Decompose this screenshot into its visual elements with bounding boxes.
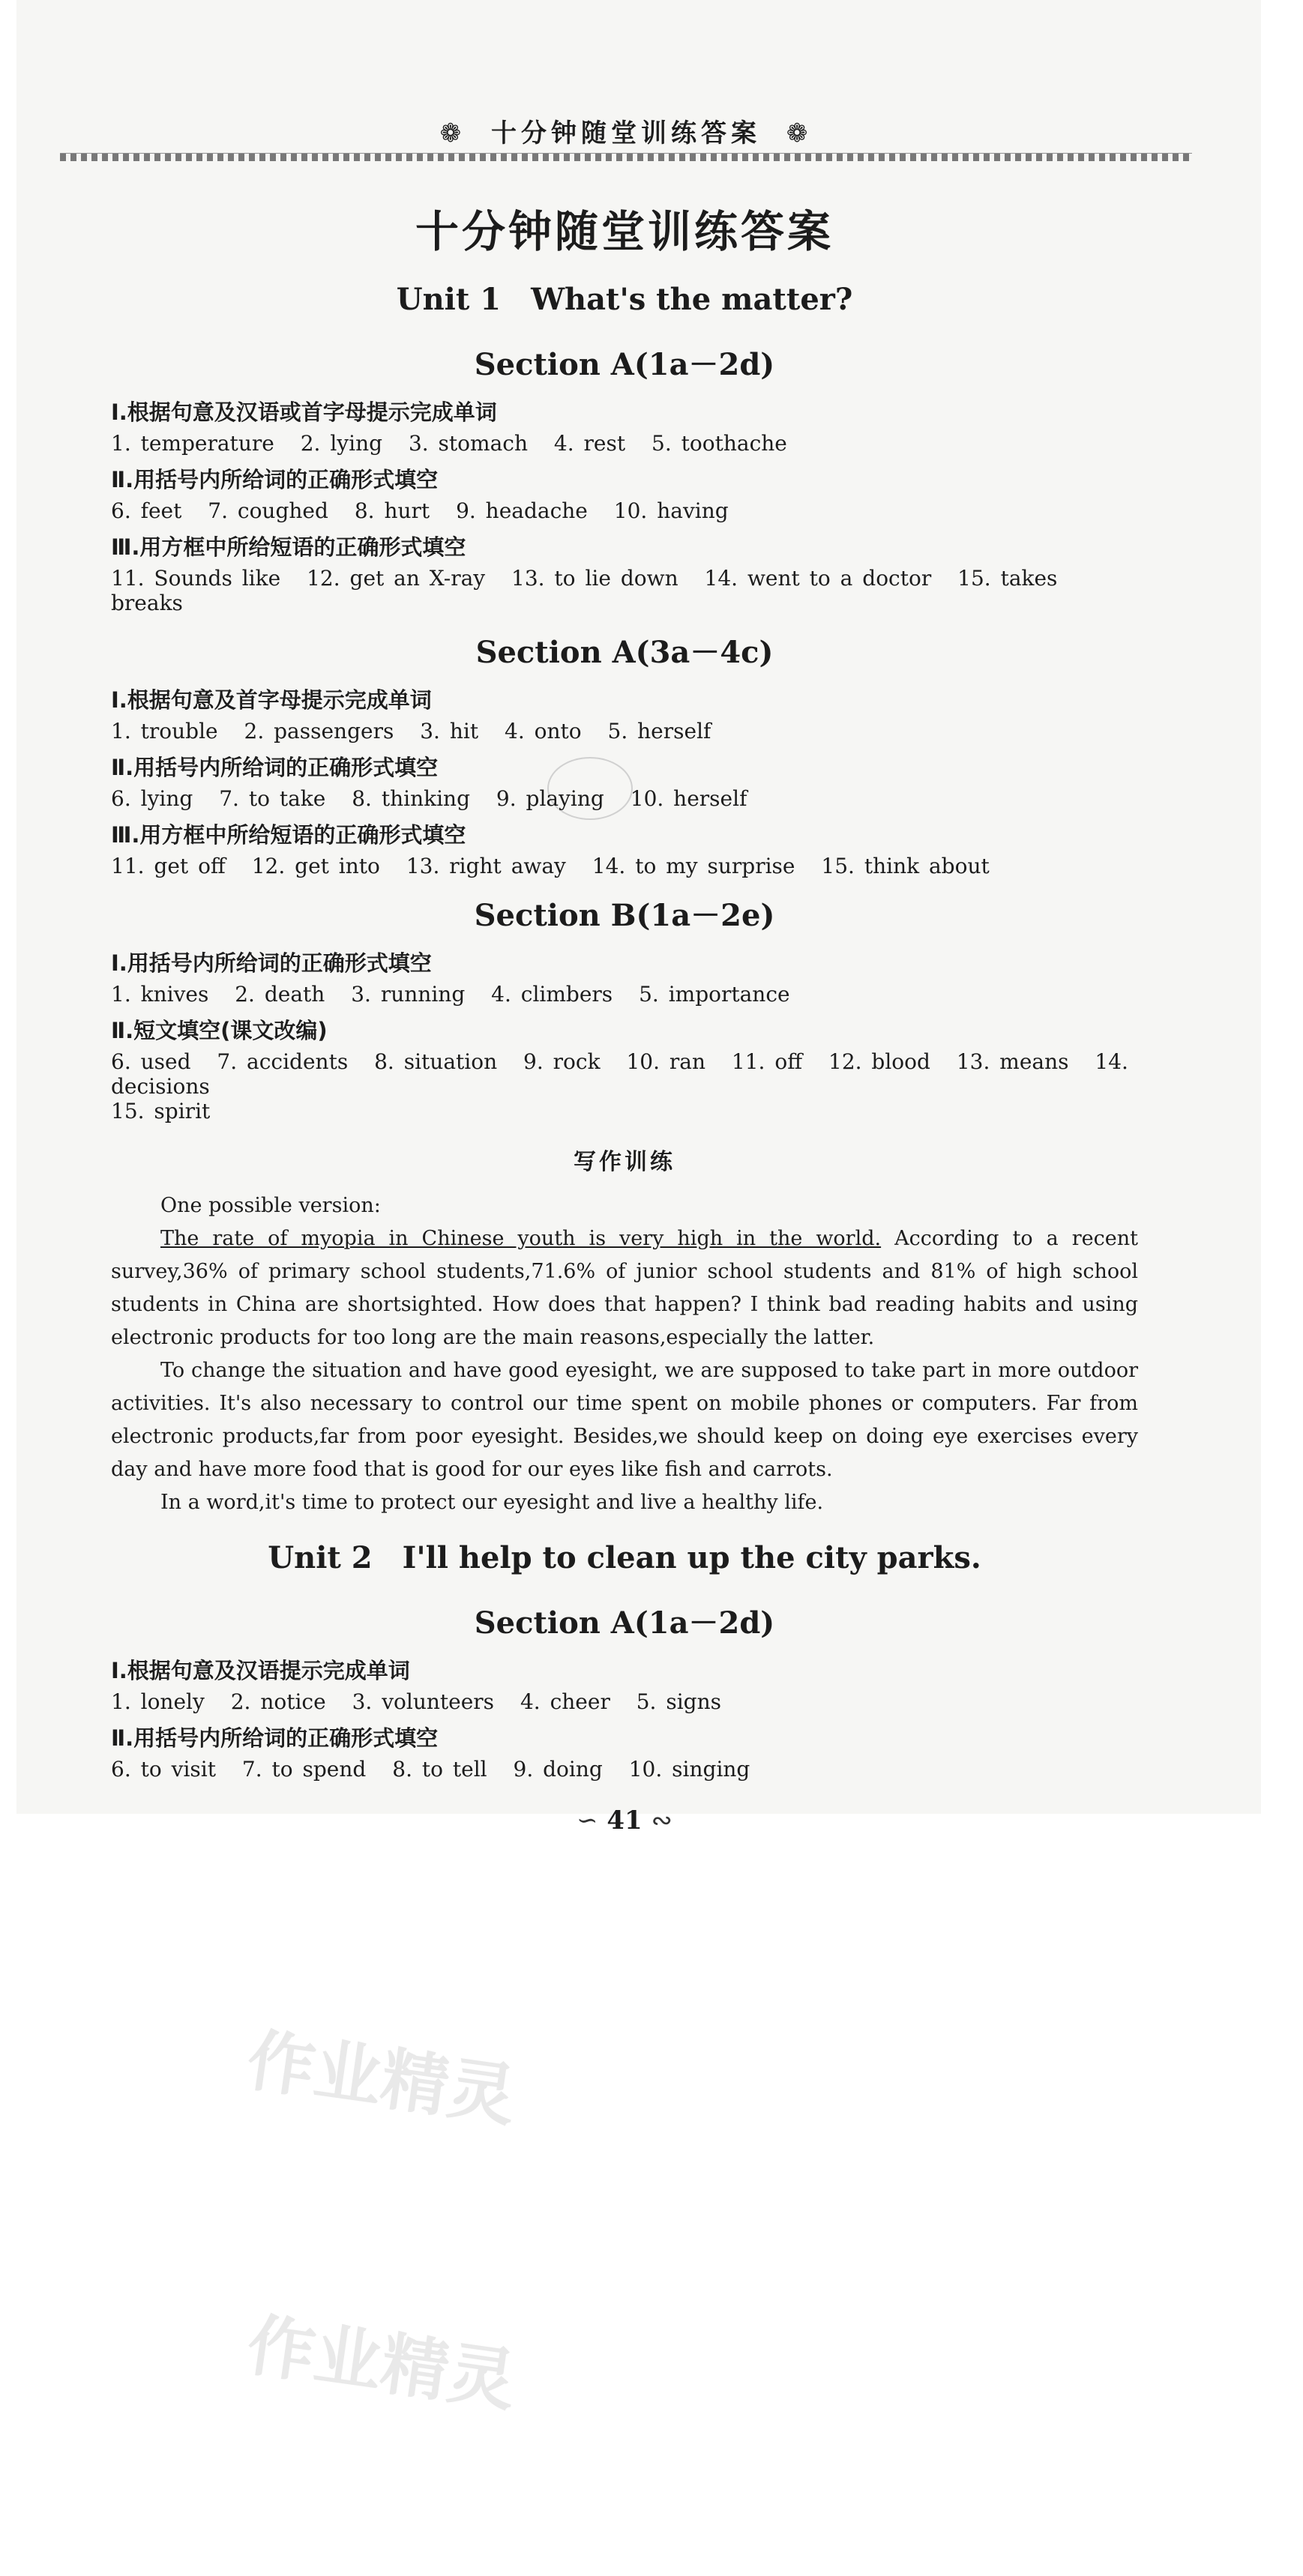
answer-item: 10. having bbox=[613, 498, 729, 523]
watermark: 作业精灵 bbox=[242, 2305, 521, 2422]
page-title: 十分钟随堂训练答案 bbox=[415, 206, 834, 257]
answer-item: 10. herself bbox=[630, 786, 747, 811]
answer-item: 5. importance bbox=[639, 982, 790, 1007]
answer-row bbox=[111, 1689, 1138, 1714]
answer-content bbox=[111, 187, 1138, 1836]
answer-item: 7. coughed bbox=[208, 498, 328, 523]
answer-row bbox=[111, 1757, 1138, 1782]
answer-item: 2. passengers bbox=[244, 719, 394, 743]
answer-row bbox=[111, 431, 1138, 456]
swirl-ornament-icon: ∽ bbox=[576, 1806, 598, 1836]
answer-item: 7. to spend bbox=[241, 1757, 367, 1782]
part-heading: Ⅰ.用括号内所给词的正确形式填空 bbox=[111, 950, 432, 976]
running-header-title: 十分钟随堂训练答案 bbox=[491, 118, 761, 148]
flower-ornament-icon: ❁ bbox=[786, 118, 813, 148]
answer-item: 3. running bbox=[351, 982, 466, 1007]
answer-item: 10. ran bbox=[626, 1049, 705, 1074]
answer-item: 6. used bbox=[111, 1049, 191, 1074]
answer-item: 8. hurt bbox=[354, 498, 430, 523]
part-heading: Ⅱ.短文填空(课文改编) bbox=[111, 1018, 328, 1043]
page-number bbox=[111, 1806, 1138, 1836]
section-title: Section A(3a－4c) bbox=[475, 635, 774, 670]
answer-item: 7. accidents bbox=[217, 1049, 349, 1074]
part-heading: Ⅰ.根据句意及首字母提示完成单词 bbox=[111, 687, 432, 713]
part-heading: Ⅰ.根据句意及汉语或首字母提示完成单词 bbox=[111, 399, 497, 425]
unit1-title: Unit 1 What's the matter? bbox=[396, 282, 853, 317]
answer-item: 6. feet bbox=[111, 498, 182, 523]
answer-item: 1. knives bbox=[111, 982, 209, 1007]
essay-paragraph bbox=[111, 1222, 1138, 1354]
answer-item: 11. off bbox=[731, 1049, 803, 1074]
essay-topic-sentence: The rate of myopia in Chinese youth is very high in the world. bbox=[160, 1227, 882, 1250]
answer-item: 1. temperature bbox=[111, 431, 274, 456]
essay-paragraph: In a word,it's time to protect our eyesight and live a healthy life. bbox=[160, 1491, 824, 1514]
answer-item: 9. headache bbox=[456, 498, 588, 523]
answer-item: 9. playing bbox=[496, 786, 604, 811]
answer-item: 2. death bbox=[235, 982, 325, 1007]
answer-item: 3. volunteers bbox=[352, 1689, 495, 1714]
answer-row bbox=[111, 1049, 1138, 1123]
essay-text: According to a recent survey,36% of primary school students,71.6% of junior school students and 81% of high school students in China are shortsighted. How does that happen? I think bad reading habits and using electronic products for too long are the main reasons,especially the latter. bbox=[111, 1227, 1138, 1349]
running-header bbox=[60, 112, 1192, 149]
part-heading: Ⅱ.用括号内所给词的正确形式填空 bbox=[111, 755, 439, 780]
unit2-title: Unit 2 I'll help to clean up the city parks. bbox=[268, 1540, 981, 1575]
answer-item: 8. situation bbox=[374, 1049, 498, 1074]
essay-intro: One possible version: bbox=[160, 1194, 381, 1217]
answer-item: 5. herself bbox=[607, 719, 711, 743]
answer-item: 13. means bbox=[956, 1049, 1069, 1074]
answer-item: 5. toothache bbox=[652, 431, 787, 456]
answer-item: 3. hit bbox=[420, 719, 479, 743]
flower-ornament-icon: ❁ bbox=[439, 118, 466, 148]
answer-item: 1. trouble bbox=[111, 719, 218, 743]
answer-item: 12. blood bbox=[828, 1049, 930, 1074]
answer-item: 11. get off bbox=[111, 854, 226, 878]
answer-item: 15. takes breaks bbox=[111, 566, 1058, 615]
answer-item: 4. onto bbox=[505, 719, 582, 743]
answer-row bbox=[111, 786, 1138, 811]
decorative-rule bbox=[60, 153, 1192, 161]
answer-item: 4. rest bbox=[553, 431, 626, 456]
answer-item: 5. signs bbox=[636, 1689, 721, 1714]
answer-item: 14. decisions bbox=[111, 1049, 1128, 1099]
answer-item: 14. went to a doctor bbox=[704, 566, 932, 591]
answer-row bbox=[111, 719, 1138, 743]
answer-item: 9. doing bbox=[513, 1757, 603, 1782]
writing-title: 写作训练 bbox=[574, 1149, 675, 1175]
answer-item: 3. stomach bbox=[408, 431, 528, 456]
answer-item: 12. get into bbox=[251, 854, 380, 878]
answer-item: 13. to lie down bbox=[511, 566, 678, 591]
part-heading: Ⅱ.用括号内所给词的正确形式填空 bbox=[111, 1725, 439, 1751]
answer-item: 14. to my surprise bbox=[592, 854, 795, 878]
answer-item: 9. rock bbox=[523, 1049, 601, 1074]
essay bbox=[111, 1189, 1138, 1519]
answer-row bbox=[111, 566, 1138, 615]
essay-paragraph: To change the situation and have good eyesight, we are supposed to take part in more outdoor activities. It's also necessary to control our time spent on mobile phones or computers. Far from electronic products,far from poor eyesight. Besides,we should keep on doing eye exercises every day and have more food that is good for our eyes like fish and carrots. bbox=[111, 1359, 1138, 1481]
watermark: 作业精灵 bbox=[242, 2021, 521, 2137]
section-title: Section B(1a－2e) bbox=[474, 898, 775, 933]
answer-item: 13. right away bbox=[406, 854, 566, 878]
part-heading: Ⅱ.用括号内所给词的正确形式填空 bbox=[111, 467, 439, 492]
answer-item: 6. to visit bbox=[111, 1757, 216, 1782]
answer-item: 11. Sounds like bbox=[111, 566, 281, 591]
part-heading: Ⅲ.用方框中所给短语的正确形式填空 bbox=[111, 822, 466, 848]
section-title: Section A(1a－2d) bbox=[474, 1605, 775, 1641]
answer-item: 2. lying bbox=[300, 431, 383, 456]
answer-row bbox=[111, 982, 1138, 1007]
part-heading: Ⅰ.根据句意及汉语提示完成单词 bbox=[111, 1658, 410, 1683]
answer-row bbox=[111, 498, 1138, 523]
answer-row bbox=[111, 854, 1138, 878]
swirl-ornament-icon: ∾ bbox=[651, 1806, 672, 1836]
answer-item: 15. think about bbox=[821, 854, 990, 878]
answer-item: 8. thinking bbox=[352, 786, 471, 811]
answer-item: 8. to tell bbox=[392, 1757, 487, 1782]
answer-item: 10. singing bbox=[628, 1757, 750, 1782]
answer-item: 6. lying bbox=[111, 786, 193, 811]
answer-item: 4. climbers bbox=[491, 982, 613, 1007]
section-title: Section A(1a－2d) bbox=[474, 347, 775, 382]
answer-item: 1. lonely bbox=[111, 1689, 205, 1714]
answer-item: 4. cheer bbox=[520, 1689, 610, 1714]
page-number-value: 41 bbox=[607, 1806, 643, 1836]
answer-item: 7. to take bbox=[219, 786, 326, 811]
answer-item: 12. get an X-ray bbox=[307, 566, 486, 591]
part-heading: Ⅲ.用方框中所给短语的正确形式填空 bbox=[111, 534, 466, 560]
answer-item: 2. notice bbox=[230, 1689, 326, 1714]
answer-item: 15. spirit bbox=[111, 1099, 211, 1123]
